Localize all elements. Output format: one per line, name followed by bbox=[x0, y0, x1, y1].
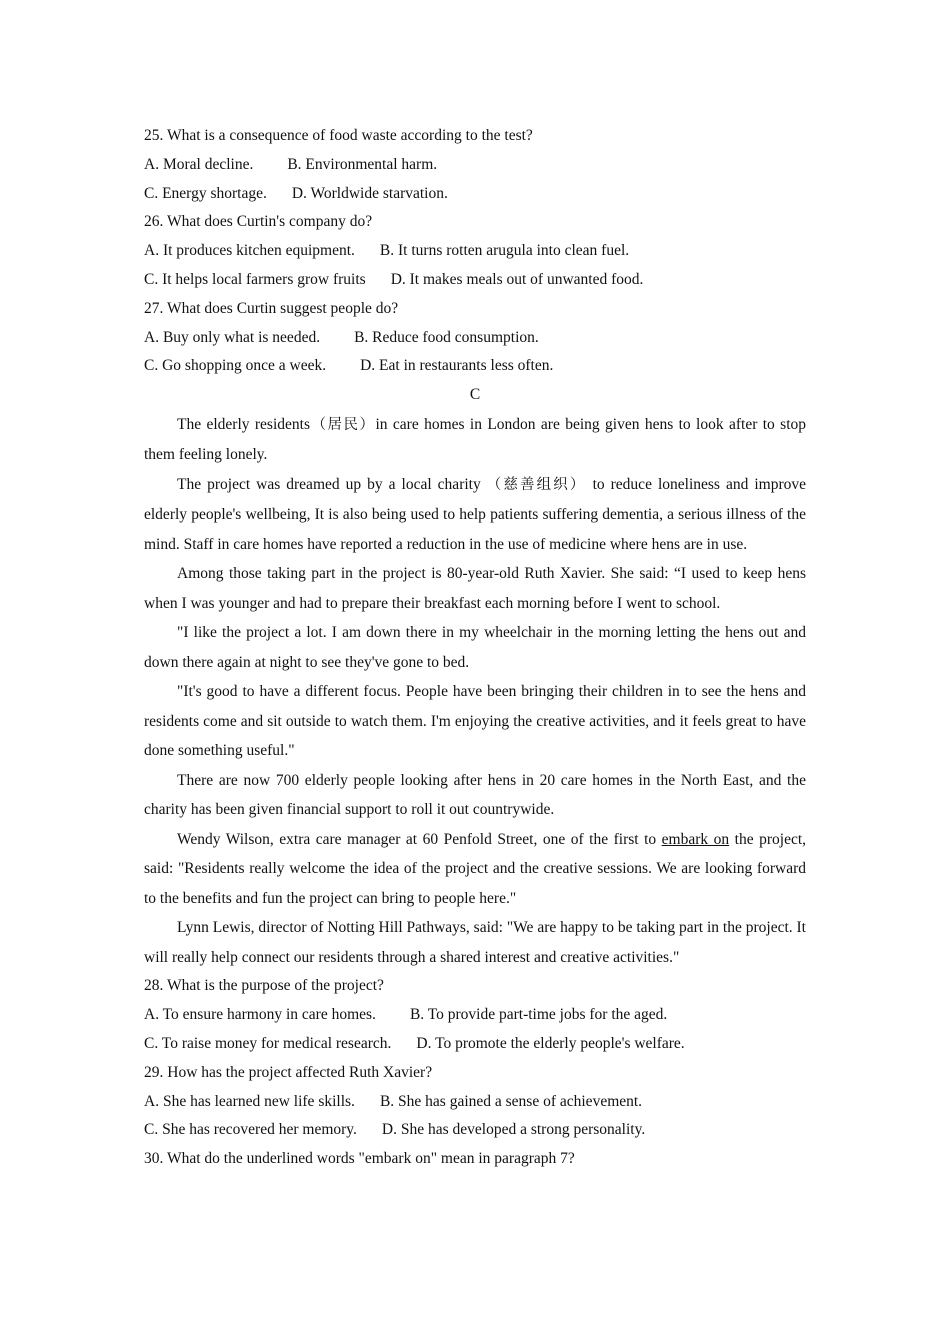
passage-paragraph-3: Among those taking part in the project is 80-year-old Ruth Xavier. She said: “I used to keep hens when I was younger and had to prepare their breakfast each morning before I went to school. bbox=[144, 565, 806, 612]
question-26-options-row-1 bbox=[144, 237, 806, 266]
question-29-options-row-1 bbox=[144, 1088, 806, 1117]
question-27-stem: 27. What does Curtin suggest people do? bbox=[144, 299, 399, 317]
q29-option-a: A. She has learned new life skills. bbox=[144, 1092, 355, 1110]
p2-text-b: to reduce loneliness and improve elderly people's wellbeing, It is also being used to help patients suffering dementia, a serious illness of the mind. Staff in care homes have reported a reduction in the use of medicine where hens are in use. bbox=[144, 475, 807, 553]
q28-option-b: B. To provide part-time jobs for the aged. bbox=[409, 1006, 668, 1024]
question-26-stem: 26. What does Curtin's company do? bbox=[144, 213, 373, 231]
q25-option-a: A. Moral decline. bbox=[144, 155, 254, 173]
question-25-options-row-2 bbox=[144, 180, 806, 209]
passage-paragraph-6: There are now 700 elderly people looking after hens in 20 care homes in the North East, and the charity has been given financial support to roll it out countrywide. bbox=[144, 771, 806, 819]
q26-option-a: A. It produces kitchen equipment. bbox=[144, 242, 355, 260]
q26-option-d: D. It makes meals out of unwanted food. bbox=[390, 270, 644, 288]
passage-paragraph-7 bbox=[144, 825, 806, 914]
passage-paragraph-5: "It's good to have a different focus. People have been bringing their children in to see the hens and residents come and sit outside to watch them. I'm enjoying the creative activities, and it feels great to have done something useful." bbox=[144, 683, 806, 760]
question-29-options-row-2 bbox=[144, 1116, 806, 1145]
q29-option-b: B. She has gained a sense of achievement. bbox=[379, 1092, 643, 1110]
q27-option-d: D. Eat in restaurants less often. bbox=[360, 357, 554, 375]
p1-chinese-gloss: （居民） bbox=[309, 416, 376, 433]
p2-text-a: The project was dreamed up by a local charity bbox=[177, 475, 481, 493]
q28-option-a: A. To ensure harmony in care homes. bbox=[144, 1006, 376, 1024]
q25-option-d: D. Worldwide starvation. bbox=[291, 184, 448, 202]
q26-option-c: C. It helps local farmers grow fruits bbox=[144, 270, 366, 288]
question-25-stem: 25. What is a consequence of food waste according to the test? bbox=[144, 127, 533, 144]
q27-option-c: C. Go shopping once a week. bbox=[144, 357, 327, 375]
passage-paragraph-2 bbox=[144, 470, 806, 560]
q26-option-b: B. It turns rotten arugula into clean fuel. bbox=[379, 242, 630, 260]
question-26-options-row-2 bbox=[144, 266, 806, 295]
passage-paragraph-8: Lynn Lewis, director of Notting Hill Pathways, said: "We are happy to be taking part in the project. It will really help connect our residents through a shared interest and creative activities." bbox=[144, 919, 806, 966]
document-page bbox=[144, 122, 806, 1174]
q27-option-b: B. Reduce food consumption. bbox=[354, 328, 539, 346]
p7-underlined-phrase: embark on bbox=[661, 830, 730, 848]
question-27-options-row-1 bbox=[144, 324, 806, 353]
passage-paragraph-4: "I like the project a lot. I am down there in my wheelchair in the morning letting the hens out and down there again at night to see they've gone to bed. bbox=[144, 624, 806, 671]
q28-option-d: D. To promote the elderly people's welfare. bbox=[416, 1035, 685, 1053]
q28-option-c: C. To raise money for medical research. bbox=[144, 1035, 392, 1053]
q29-option-d: D. She has developed a strong personality. bbox=[381, 1121, 646, 1139]
p1-text-a: The elderly residents bbox=[177, 415, 310, 433]
question-25-options-row-1 bbox=[144, 151, 806, 180]
passage-paragraph-1 bbox=[144, 410, 806, 470]
question-27-options-row-2 bbox=[144, 352, 806, 381]
p7-text-b: the project, said: "Residents really welcome the idea of the project and the creative sessions. We are looking forward to the benefits and fun the project can bring to people here." bbox=[144, 830, 807, 907]
p7-text-a: Wendy Wilson, extra care manager at 60 Penfold Street, one of the first to bbox=[177, 830, 657, 848]
q25-option-b: B. Environmental harm. bbox=[287, 155, 438, 173]
q25-option-c: C. Energy shortage. bbox=[144, 184, 267, 202]
question-28-stem: 28. What is the purpose of the project? bbox=[144, 977, 384, 995]
section-heading: C bbox=[469, 386, 481, 404]
question-28-options-row-1 bbox=[144, 1001, 806, 1030]
q27-option-a: A. Buy only what is needed. bbox=[144, 328, 321, 346]
p1-text-b: in care homes in London are being given hens to look after to stop them feeling lonely. bbox=[144, 415, 807, 464]
q29-option-c: C. She has recovered her memory. bbox=[144, 1121, 357, 1139]
question-30-stem: 30. What do the underlined words "embark on" mean in paragraph 7? bbox=[144, 1150, 575, 1168]
question-28-options-row-2 bbox=[144, 1030, 806, 1059]
question-29-stem: 29. How has the project affected Ruth Xavier? bbox=[144, 1063, 433, 1081]
p2-chinese-gloss: （慈善组织） bbox=[486, 476, 587, 493]
